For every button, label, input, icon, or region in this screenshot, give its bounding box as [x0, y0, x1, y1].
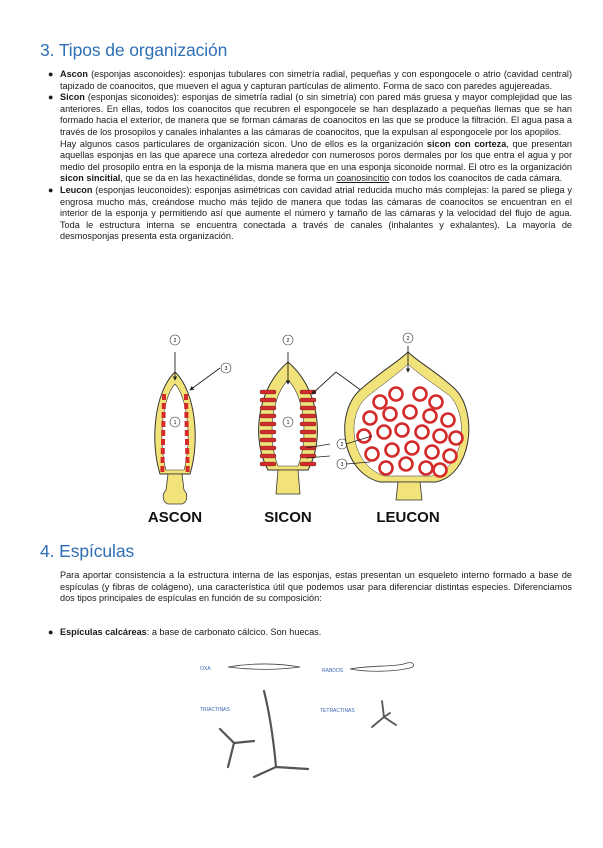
sicon-cases-text: , que se da en las hexactinélidas, donde se forma un — [120, 173, 337, 184]
spicule-types-list — [48, 627, 572, 639]
term-sicon-con-corteza: sicon con corteza — [426, 138, 507, 149]
choanocyte-cell — [161, 448, 165, 454]
section-4-heading: 4. Espículas — [40, 541, 135, 561]
list-item-calcareous — [48, 627, 572, 639]
choanocyte-cell — [434, 464, 447, 477]
bullet-icon: ● — [48, 184, 54, 195]
choanocyte-cell — [416, 426, 429, 439]
choanocyte-cell — [300, 398, 316, 402]
choanocyte-cell — [406, 442, 419, 455]
choanocyte-cell — [260, 422, 276, 426]
spicules-figure — [192, 655, 422, 783]
choanocyte-cell — [162, 412, 166, 418]
callout-number: 1 — [173, 420, 177, 426]
choanocyte-cell — [184, 412, 188, 418]
choanocyte-cell — [430, 396, 443, 409]
leucon-description: (esponjas leuconoides): esponjas asimétricas con cavidad atrial reducida mucho más complejas: la pared se pliega y engrosa mucho más, creándose mucho más tejido de manera que todas las cámaras de coanocitos se encuentran en el interior de la esponja y permitiendo así que aumente el número y tamaño de las cámaras y la velocidad del flujo de agua. Toda le estructura interna se encuentra conectada a través de canales (inhalantes y exhalantes). La mayoría de desmosponjas presenta esta organización. — [60, 184, 572, 242]
sponge-organization-figure — [140, 332, 470, 528]
choanocyte-cell — [378, 426, 391, 439]
choanocyte-cell — [300, 406, 316, 410]
label-triactinas: TRIACTINAS — [200, 707, 230, 713]
choanocyte-cell — [161, 430, 165, 436]
choanocyte-cell — [260, 454, 276, 458]
choanocyte-cell — [424, 410, 437, 423]
choanocyte-cell — [300, 462, 316, 466]
choanocyte-cell — [300, 430, 316, 434]
term-calcareous: Espículas calcáreas — [60, 627, 147, 637]
choanocyte-cell — [300, 438, 316, 442]
choanocyte-cell — [300, 414, 316, 418]
sicon-cases-text: con todos los coanocitos de cada cámara. — [389, 173, 563, 184]
spicules-diagram — [192, 655, 422, 783]
bullet-icon: ● — [48, 69, 54, 79]
callout-number: 3 — [340, 462, 344, 468]
choanocyte-cell — [260, 390, 276, 394]
sponge-diagram — [140, 332, 470, 528]
sicon-cases-text: , que presentan aquellas esponjas en las que aparece una corteza alrededor con numerosos poros dermales por los que entra el agua y por medio del prosopilo entra en la esponja de la misma manera que en una esponja siconoide normal. El otro es la organización — [60, 138, 573, 172]
triactina-spicule — [220, 729, 254, 767]
section-3-heading: 3. Tipos de organización — [40, 40, 228, 60]
choanocyte-cell — [300, 422, 316, 426]
calcareous-description: : a base de carbonato cálcico. Son huecas. — [146, 627, 322, 637]
choanocyte-cell — [185, 457, 189, 463]
sicon-cases-text: Hay algunos casos particulares de organización sicon. Uno de ellos es la organización — [60, 138, 427, 149]
term-coanosincitio: coanosincitio — [336, 173, 390, 184]
choanocyte-cell — [260, 414, 276, 418]
list-item-ascon — [48, 69, 572, 92]
choanocyte-cell — [161, 457, 165, 463]
choanocyte-cell — [390, 388, 403, 401]
label-tetractinas: TETRACTINAS — [320, 708, 355, 714]
leucon-diagram — [345, 333, 469, 500]
callout-number: 2 — [340, 442, 344, 448]
list-item-sicon — [48, 92, 573, 185]
choanocyte-cell — [185, 430, 189, 436]
choanocyte-cell — [160, 466, 164, 472]
choanocyte-cell — [162, 403, 166, 409]
caption-sicon: SICON — [264, 509, 312, 526]
choanocyte-cell — [384, 408, 397, 421]
choanocyte-cell — [450, 432, 463, 445]
term-sicon: Sicon — [60, 92, 85, 103]
term-leucon: Leucon — [60, 184, 93, 195]
bullet-icon: ● — [48, 627, 54, 637]
choanocyte-cell — [161, 421, 165, 427]
choanocyte-cell — [186, 466, 190, 472]
label-oxa: OXA — [200, 666, 211, 672]
choanocyte-cell — [364, 412, 377, 425]
choanocyte-cell — [420, 462, 433, 475]
choanocyte-cell — [185, 448, 189, 454]
term-ascon: Ascon — [60, 69, 88, 79]
choanocyte-cell — [444, 450, 457, 463]
label-rabdos: RABDOS — [322, 668, 344, 674]
choanocyte-cell — [386, 444, 399, 457]
choanocyte-cell — [185, 421, 189, 427]
choanocyte-cell — [358, 430, 371, 443]
spicules-paragraph: Para aportar consistencia a la estructura interna de las esponjas, estas presentan un esqueleto interno formado a base de espículas (y fibras de colágeno), una característica útil que podemos usar para diferenciar distintas especies. Diferenciamos dos tipos principales de espículas en función de su composición: — [60, 570, 572, 604]
choanocyte-cell — [260, 406, 276, 410]
choanocyte-cell — [404, 406, 417, 419]
bullet-icon: ● — [48, 92, 54, 103]
rabdos-spicule — [350, 663, 414, 672]
choanocyte-cell — [184, 394, 188, 400]
choanocyte-cell — [184, 403, 188, 409]
organization-types-list — [48, 69, 573, 243]
choanocyte-cell — [374, 396, 387, 409]
callout-number: 2 — [406, 336, 410, 342]
oxa-spicule — [228, 664, 300, 669]
sicon-description: (esponjas siconoides): esponjas de simetría radial (o sin simetría) con pared más gruesa y mayor complejidad que las anteriores. En ellas, todos los coanocitos que recubren el espongocele se han desplazado a pequeñas llemas que se han formado hacia el exterior, de manera que se forman cámaras de coanocitos en las que se produce la filtración. El agua pasa a través de los prosopilos y canales inhalantes a las cámaras de coanocitos, que la expulsan al espongocele por los apopilos. — [60, 92, 572, 137]
choanocyte-cell — [414, 388, 427, 401]
choanocyte-cell — [260, 462, 276, 466]
choanocyte-cell — [260, 446, 276, 450]
choanocyte-cell — [161, 439, 165, 445]
choanocyte-cell — [400, 458, 413, 471]
choanocyte-cell — [396, 424, 409, 437]
choanocyte-cell — [434, 430, 447, 443]
tetractina-spicule — [372, 701, 396, 727]
choanocyte-cell — [162, 394, 166, 400]
ascon-diagram — [155, 335, 231, 504]
choanocyte-cell — [442, 414, 455, 427]
choanocyte-cell — [380, 462, 393, 475]
caption-ascon: ASCON — [147, 509, 203, 526]
ascon-description: (esponjas asconoides): esponjas tubulares con simetría radial, pequeñas y con espongocele o atrio (cavidad central) tapizado de coanocitos, que mueven el agua y capturan partículas de alimento. Forma de saco con paredes agujereadas. — [60, 69, 572, 91]
choanocyte-cell — [366, 448, 379, 461]
term-sicon-sincitial: sicon sincitial — [60, 173, 121, 184]
choanocyte-cell — [260, 438, 276, 442]
triactina-spicule-large — [254, 691, 308, 777]
caption-leucon: LEUCON — [376, 509, 440, 526]
callout-number: 3 — [224, 366, 228, 372]
choanocyte-cell — [426, 446, 439, 459]
choanocyte-cell — [260, 398, 276, 402]
callout-number: 2 — [286, 338, 290, 344]
callout-number: 2 — [173, 338, 177, 344]
choanocyte-cell — [260, 430, 276, 434]
list-item-leucon — [48, 184, 572, 243]
callout-number: 1 — [286, 420, 290, 426]
choanocyte-cell — [185, 439, 189, 445]
sicon-cases-paragraph — [60, 139, 572, 185]
